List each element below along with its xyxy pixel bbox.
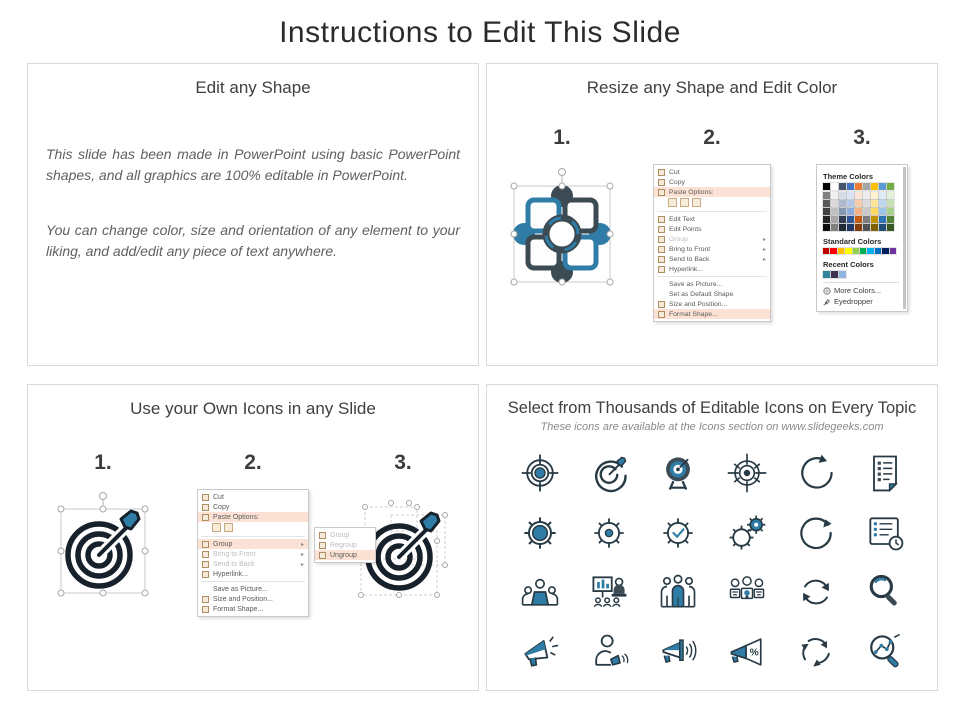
- menu-item-group: Group ▸: [198, 539, 308, 549]
- menu-item-send-to-back: Send to Back ▸: [654, 254, 770, 264]
- color-swatch: [887, 200, 894, 207]
- menu-item-bring-to-front: Bring to Front ▸: [654, 244, 770, 254]
- edit-text-icon: [657, 216, 665, 222]
- format-shape-icon: [657, 311, 665, 317]
- color-swatch: [831, 216, 838, 223]
- color-swatch: [887, 208, 894, 215]
- bring-front-icon: [201, 551, 209, 557]
- color-swatch: [823, 216, 830, 223]
- panel-edit-any-shape: [27, 63, 479, 366]
- color-swatch: [839, 208, 846, 215]
- context-menu: [653, 164, 771, 322]
- dartboard-stand-icon: [656, 451, 700, 495]
- team-three-icon: [656, 570, 700, 614]
- menu-item-format-shape: Format Shape...: [654, 309, 770, 319]
- panel-resize-edit-color: [486, 63, 938, 366]
- paste-merge-icon: [680, 198, 689, 207]
- color-swatch: [839, 271, 846, 278]
- standard-colors-label: Standard Colors: [823, 237, 882, 246]
- cut-icon: [657, 169, 665, 175]
- ungroup-menu-graphic[interactable]: [197, 489, 357, 617]
- color-swatch: [887, 183, 894, 190]
- paste-picture-icon: [692, 198, 701, 207]
- color-swatch: [847, 208, 854, 215]
- color-swatch: [879, 192, 886, 199]
- color-swatch: [839, 216, 846, 223]
- color-swatch: [863, 183, 870, 190]
- color-swatch: [823, 200, 830, 207]
- menu-item-paste-options: Paste Options:: [198, 512, 308, 522]
- hyperlink-icon: [657, 266, 665, 272]
- color-swatch: [823, 248, 829, 254]
- menu-item-copy: Copy: [198, 502, 308, 512]
- megaphone-percent-icon: [725, 630, 769, 674]
- color-swatch: [855, 216, 862, 223]
- color-swatch: [847, 224, 854, 231]
- send-back-icon: [201, 561, 209, 567]
- refresh-circle-icon: [794, 511, 838, 555]
- menu-item-bring-to-front: Bring to Front ▸: [198, 549, 308, 559]
- color-swatch: [823, 183, 830, 190]
- color-swatch: [863, 200, 870, 207]
- paste-keep-icon: [668, 198, 677, 207]
- person-megaphone-icon: [587, 630, 631, 674]
- paste-keep-icon: [212, 523, 221, 532]
- color-swatch: [879, 224, 886, 231]
- recent-colors-label: Recent Colors: [823, 260, 874, 270]
- color-swatch: [863, 192, 870, 199]
- color-swatch: [890, 248, 896, 254]
- color-swatch: [855, 192, 862, 199]
- color-swatch: [823, 192, 830, 199]
- audience-speaker-icon: [518, 570, 562, 614]
- size-position-icon: [201, 596, 209, 602]
- theme-color-variants: [823, 192, 899, 231]
- panel-resize-edit-color-title: Resize any Shape and Edit Color: [586, 78, 838, 97]
- menu-item-send-to-back: Send to Back ▸: [198, 559, 308, 569]
- color-swatch: [831, 208, 838, 215]
- resize-step-3-number: 3.: [853, 126, 871, 149]
- color-swatch: [871, 183, 878, 190]
- menu-item-group: Group ▸: [654, 234, 770, 244]
- page-title: Instructions to Edit This Slide: [279, 16, 681, 49]
- megaphone-icon: [518, 630, 562, 674]
- group-submenu: [314, 527, 376, 563]
- color-swatch: [863, 216, 870, 223]
- color-swatch: [855, 200, 862, 207]
- color-swatch: [830, 248, 836, 254]
- color-swatch: [823, 271, 830, 278]
- grouped-icon-graphic[interactable]: [47, 489, 159, 609]
- rotate-arrow-icon: [794, 451, 838, 495]
- brainstorm-group-icon: [725, 570, 769, 614]
- panel-icon-library: [486, 384, 938, 691]
- color-swatch: [839, 224, 846, 231]
- copy-icon: [201, 504, 209, 510]
- menu-item-size-position: Size and Position...: [654, 299, 770, 309]
- paste-options-icons: [198, 522, 308, 534]
- presentation-meeting-icon: [587, 570, 631, 614]
- menu-item-edit-points: Edit Points: [654, 224, 770, 234]
- color-swatch: [855, 208, 862, 215]
- regroup-icon: [318, 542, 326, 548]
- edit-shape-copy: [28, 144, 478, 262]
- icon-library-grid: [505, 443, 919, 682]
- color-swatch: [839, 192, 846, 199]
- cycle-three-arrows-icon: [794, 630, 838, 674]
- resize-step-1-number: 1.: [553, 126, 571, 149]
- menu-item-cut: Cut: [654, 167, 770, 177]
- menu-item-set-default-shape: Set as Default Shape: [669, 290, 734, 298]
- menu-item-hyperlink: Hyperlink...: [654, 264, 770, 274]
- standard-colors-row: [823, 248, 899, 254]
- color-swatch: [855, 183, 862, 190]
- color-swatch: [855, 224, 862, 231]
- color-swatch: [838, 248, 844, 254]
- shape-with-handles-icon: [502, 164, 622, 292]
- checklist-clock-icon: [863, 511, 907, 555]
- ungroup-icon: [318, 552, 326, 558]
- color-picker-scrollbar: [903, 167, 906, 309]
- menu-item-save-as-picture: Save as Picture...: [213, 585, 268, 593]
- paste-options-icons: [654, 197, 770, 209]
- eyedropper-icon: [823, 298, 831, 306]
- group-context-menu: [197, 489, 357, 617]
- color-wheel-icon: [823, 287, 831, 295]
- color-swatch: [882, 248, 888, 254]
- paste-picture-icon: [224, 523, 233, 532]
- menu-item-paste-options: Paste Options:: [654, 187, 770, 197]
- panel-use-own-icons: [27, 384, 479, 691]
- color-swatch: [875, 248, 881, 254]
- panel-use-own-icons-title: Use your Own Icons in any Slide: [130, 399, 376, 418]
- gear-check-icon: [656, 511, 700, 555]
- double-gear-icon: [725, 511, 769, 555]
- color-swatch: [847, 183, 854, 190]
- color-swatch: [847, 200, 854, 207]
- color-swatch: [831, 224, 838, 231]
- color-swatch: [847, 216, 854, 223]
- color-swatch: [879, 208, 886, 215]
- menu-item-format-shape: Format Shape...: [198, 604, 308, 614]
- document-checklist-icon: [863, 451, 907, 495]
- color-swatch: [871, 216, 878, 223]
- theme-colors-label: Theme Colors: [823, 172, 874, 181]
- color-swatch: [863, 208, 870, 215]
- color-swatch: [871, 192, 878, 199]
- menu-item-hyperlink: Hyperlink...: [198, 569, 308, 579]
- gear-filled-icon: [518, 511, 562, 555]
- group-icon: [318, 532, 326, 538]
- dartboard-selected-icon: [47, 489, 159, 609]
- recent-colors-row: [823, 271, 899, 278]
- color-swatch: [823, 224, 830, 231]
- resize-step-2-number: 2.: [703, 126, 721, 149]
- edit-shape-paragraph-2: You can change color, size and orientation of any element to your liking, and add/edit any piece of text anywhere.: [46, 222, 460, 259]
- color-swatch: [823, 208, 830, 215]
- hyperlink-icon: [201, 571, 209, 577]
- menu-item-edit-text: Edit Text: [654, 214, 770, 224]
- panel-edit-any-shape-title: Edit any Shape: [195, 78, 311, 97]
- megaphone-waves-icon: [656, 630, 700, 674]
- color-picker-panel: [816, 164, 908, 312]
- color-swatch: [879, 216, 886, 223]
- send-back-icon: [657, 256, 665, 262]
- icons-step-1-number: 1.: [94, 451, 112, 474]
- color-swatch: [863, 224, 870, 231]
- svg-text:%: %: [749, 647, 759, 659]
- crosshair-dot-icon: [725, 451, 769, 495]
- menu-item-cut: Cut: [198, 492, 308, 502]
- group-icon: [657, 236, 665, 242]
- dartboard-dart-icon: [587, 451, 631, 495]
- edit-shape-paragraph-1: This slide has been made in PowerPoint using basic PowerPoint shapes, and all graphics are 100% editable in PowerPoint.: [46, 146, 460, 183]
- color-swatch: [845, 248, 851, 254]
- menu-item-save-as-picture: Save as Picture...: [669, 280, 723, 288]
- context-menu-graphic[interactable]: [653, 164, 771, 322]
- color-swatch: [860, 248, 866, 254]
- color-swatch: [831, 271, 838, 278]
- color-swatch: [887, 216, 894, 223]
- color-swatch: [871, 200, 878, 207]
- bring-front-icon: [657, 246, 665, 252]
- panel-icon-library-subtitle: These icons are available at the Icons section on www.slidegeeks.com: [540, 421, 884, 433]
- submenu-item-group: Group: [315, 530, 375, 540]
- icons-step-3-number: 3.: [394, 451, 412, 474]
- sync-arrows-icon: [794, 570, 838, 614]
- copy-icon: [657, 179, 665, 185]
- cut-icon: [201, 494, 209, 500]
- more-colors-item: More Colors...: [823, 285, 899, 296]
- size-position-icon: [657, 301, 665, 307]
- paste-icon: [201, 514, 209, 520]
- format-shape-icon: [201, 606, 209, 612]
- color-swatch: [853, 248, 859, 254]
- magnifier-analytics-icon: [863, 630, 907, 674]
- color-swatch: [879, 183, 886, 190]
- icons-step-2-number: 2.: [244, 451, 262, 474]
- color-swatch: [871, 224, 878, 231]
- theme-colors-row: [823, 183, 899, 190]
- quadrant-grid: [27, 63, 938, 693]
- color-picker-graphic[interactable]: [816, 164, 908, 312]
- color-swatch: [871, 208, 878, 215]
- menu-item-copy: Copy: [654, 177, 770, 187]
- submenu-item-ungroup: Ungroup: [315, 550, 375, 560]
- menu-item-size-position: Size and Position...: [198, 594, 308, 604]
- panel-icon-library-title: Select from Thousands of Editable Icons on Every Topic: [507, 399, 917, 417]
- color-swatch: [887, 192, 894, 199]
- submenu-item-regroup: Regroup: [315, 540, 375, 550]
- color-swatch: [839, 200, 846, 207]
- group-icon: [201, 541, 209, 547]
- color-swatch: [879, 200, 886, 207]
- color-swatch: [847, 192, 854, 199]
- edit-points-icon: [657, 226, 665, 232]
- target-crosshair-icon: [518, 451, 562, 495]
- eyedropper-item: Eyedropper: [823, 296, 899, 307]
- selected-shape-graphic[interactable]: [502, 164, 622, 292]
- magnifier-icon: [863, 570, 907, 614]
- gear-teal-center-icon: [587, 511, 631, 555]
- color-swatch: [831, 183, 838, 190]
- color-swatch: [831, 200, 838, 207]
- color-swatch: [831, 192, 838, 199]
- color-swatch: [867, 248, 873, 254]
- color-swatch: [839, 183, 846, 190]
- color-swatch: [887, 224, 894, 231]
- paste-icon: [657, 189, 665, 195]
